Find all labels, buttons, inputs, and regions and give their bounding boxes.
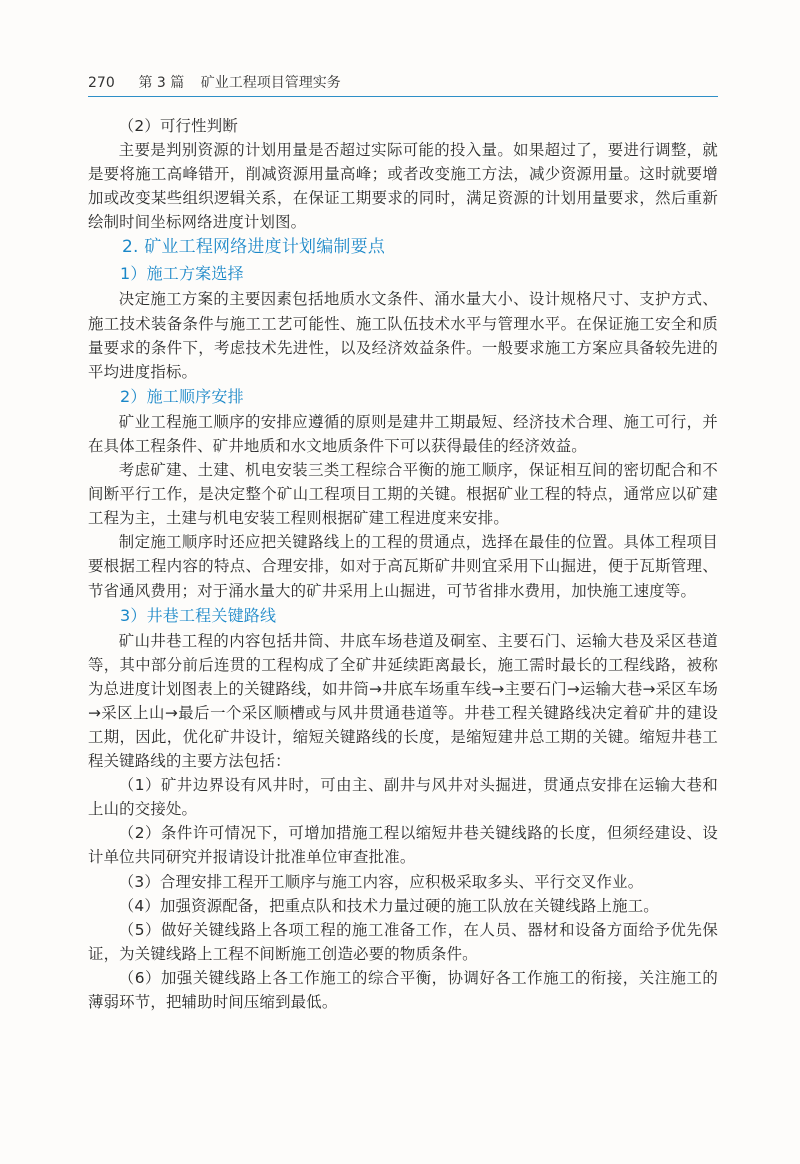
section2-heading: 2. 矿业工程网络进度计划编制要点 [122,237,386,258]
page-header [88,72,718,92]
sub2-paragraph-1: 矿业工程施工顺序的安排应遵循的原则是建井工期最短、经济技术合理、施工可行，并在具体工程条件、矿井地质和水文地质条件下可以获得最佳的经济效益。 [88,412,718,455]
list-item: （2）条件许可情况下，可增加措施工程以缩短井巷关键线路的长度，但须经建设、设计单位共同研究并报请设计批准单位审查批准。 [88,824,718,867]
header-rule [88,96,718,97]
sub1-heading: 1）施工方案选择 [120,264,244,284]
sub3-paragraph: 矿山井巷工程的内容包括井筒、井底车场巷道及硐室、主要石门、运输大巷及采区巷道等，其中部分前后连贯的工程构成了全矿井延续距离最长，施工需时最长的工程线路，被称为总进度计划图表上的关键路线，如井筒→井底车场重车线→主要石门→运输大巷→采区车场→采区上山→最后一个采区顺槽或与风井贯通巷道等。井巷工程关键路线决定着矿井的建设工期，因此，优化矿井设计，缩短关键路线的长度，是缩短建井总工期的关键。缩短井巷工程关键路线的主要方法包括： [88,631,718,771]
sub1-paragraph: 决定施工方案的主要因素包括地质水文条件、涌水量大小、设计规格尺寸、支护方式、施工技术装备条件与施工工艺可能性、施工队伍技术水平与管理水平。在保证施工安全和质量要求的条件下，考虑技术先进性，以及经济效益条件。一般要求施工方案应具备较先进的平均进度指标。 [88,290,718,381]
sub2-paragraph-2: 考虑矿建、土建、机电安装三类工程综合平衡的施工顺序，保证相互间的密切配合和不间断平行工作，是决定整个矿山工程项目工期的关键。根据矿业工程的特点，通常应以矿建工程为主，土建与机电安装工程则根据矿建工程进度来安排。 [88,461,718,528]
sub2-paragraph-3: 制定施工顺序时还应把关键路线上的工程的贯通点，选择在最佳的位置。具体工程项目要根据工程内容的特点、合理安排，如对于高瓦斯矿井则宜采用下山掘进，便于瓦斯管理、节省通风费用；对于涌水量大的矿井采用上山掘进，可节省排水费用，加快施工速度等。 [88,533,718,600]
item2-paragraph: 主要是判别资源的计划用量是否超过实际可能的投入量。如果超过了，要进行调整，就是要将施工高峰错开，削减资源用量高峰；或者改变施工方法，减少资源用量。这时就要增加或改变某些组织逻辑关系，在保证工期要求的同时，满足资源的计划用量要求，然后重新绘制时间坐标网络进度计划图。 [88,141,718,232]
list-item: （5）做好关键线路上各项工程的施工准备工作，在人员、器材和设备方面给予优先保证，为关键线路上工程不间断施工创造必要的物质条件。 [88,920,718,963]
list-item: （6）加强关键线路上各工作施工的综合平衡，协调好各工作施工的衔接，关注施工的薄弱环节，把辅助时间压缩到最低。 [88,968,718,1011]
list-item: （3）合理安排工程开工顺序与施工内容，应积极采取多头、平行交叉作业。 [118,872,644,891]
book-title: 矿业工程项目管理实务 [200,75,341,91]
sub3-heading: 3）井巷工程关键路线 [120,605,277,625]
page-number: 270 [88,75,115,91]
page-body [88,114,718,1014]
list-item: （4）加强资源配备，把重点队和技术力量过硬的施工队放在关键线路上施工。 [118,896,659,915]
part-label: 第 3 篇 [138,75,185,91]
item2-heading: （2）可行性判断 [118,117,238,135]
sub2-heading: 2）施工顺序安排 [120,386,244,406]
list-item: （1）矿井边界设有风井时，可由主、副井与风井对头掘进，贯通点安排在运输大巷和上山的交接处。 [88,776,718,819]
